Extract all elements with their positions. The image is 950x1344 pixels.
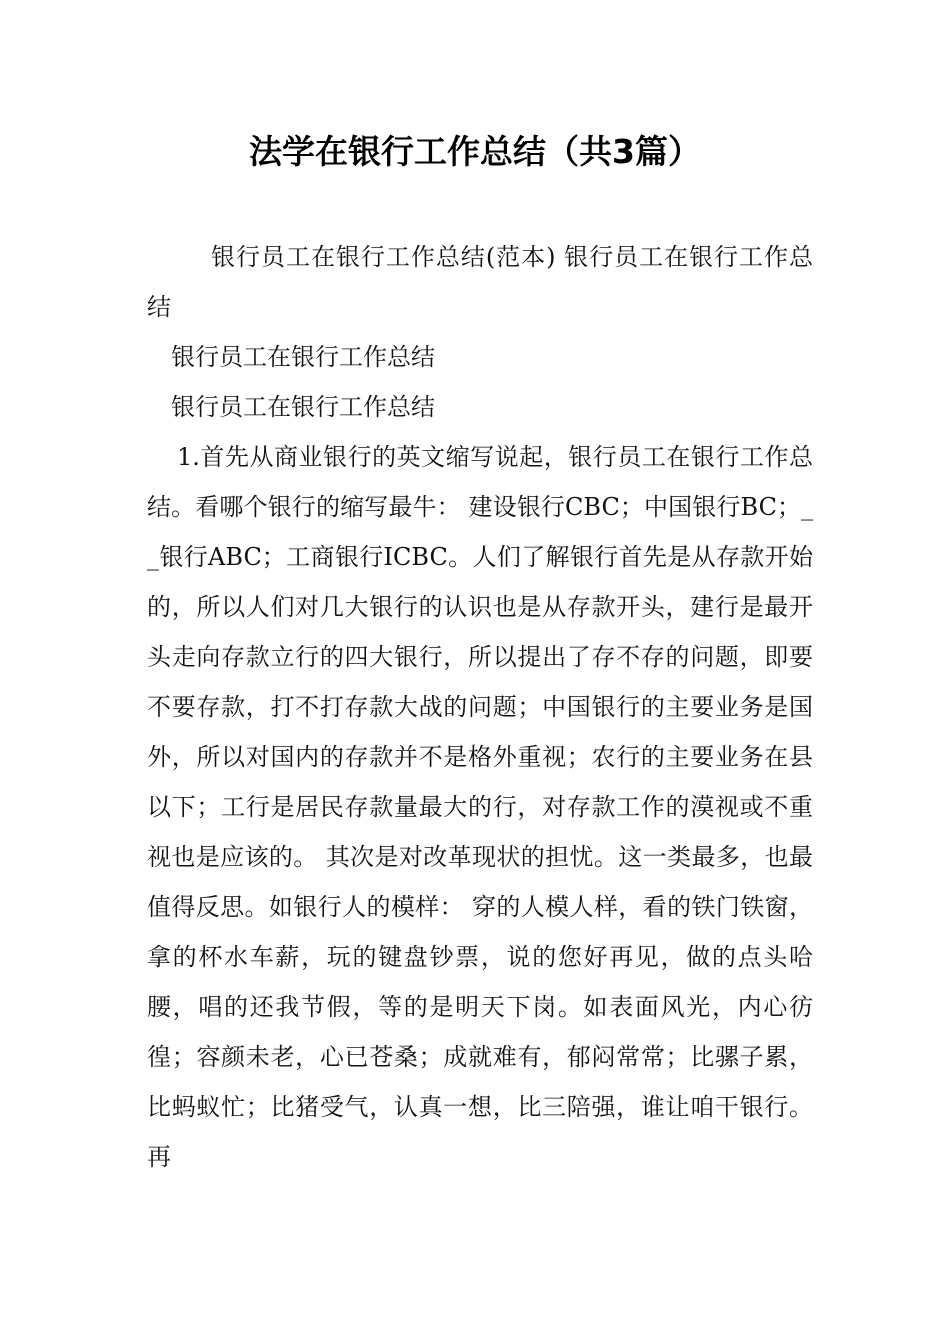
paragraph-intro: 银行员工在银行工作总结(范本) 银行员工在银行工作总结: [147, 243, 813, 321]
document-title: 法学在银行工作总结（共3篇）: [249, 132, 701, 171]
paragraph-heading-2: 银行员工在银行工作总结: [171, 393, 435, 421]
paragraph-main: 1.首先从商业银行的英文缩写说起，银行员工在银行工作总结。看哪个银行的缩写最牛： 建设银行CBC；中国银行BC；__银行ABC；工商银行ICBC。人们了解银行首先是从存款开始的，所以人们对几大银行的认识也是从存款开头，建行是最开头走向存款立行的四大银行，所以提出了存不存的问题，即要不要存款，打不打存款大战的问题；中国银行的主要业务是国外，所以对国内的存款并不是格外重视；农行的主要业务在县以下；工行是居民存款量最大的行，对存款工作的漠视或不重视也是应该的。 其次是对改革现状的担忧。这一类最多，也最值得反思。如银行人的模样： 穿的人模人样，看的铁门铁窗，拿的杯水车薪，玩的键盘钞票，说的您好再见，做的点头哈腰，唱的还我节假，等的是明天下岗。如表面风光，内心彷徨；容颜未老，心已苍桑；成就难有，郁闷常常；比骡子累，比蚂蚁忙；比猪受气，认真一想，比三陪强，谁让咱干银行。再: [147, 443, 813, 1171]
document-body: [147, 232, 813, 1182]
paragraph-heading-1: 银行员工在银行工作总结: [171, 343, 435, 371]
